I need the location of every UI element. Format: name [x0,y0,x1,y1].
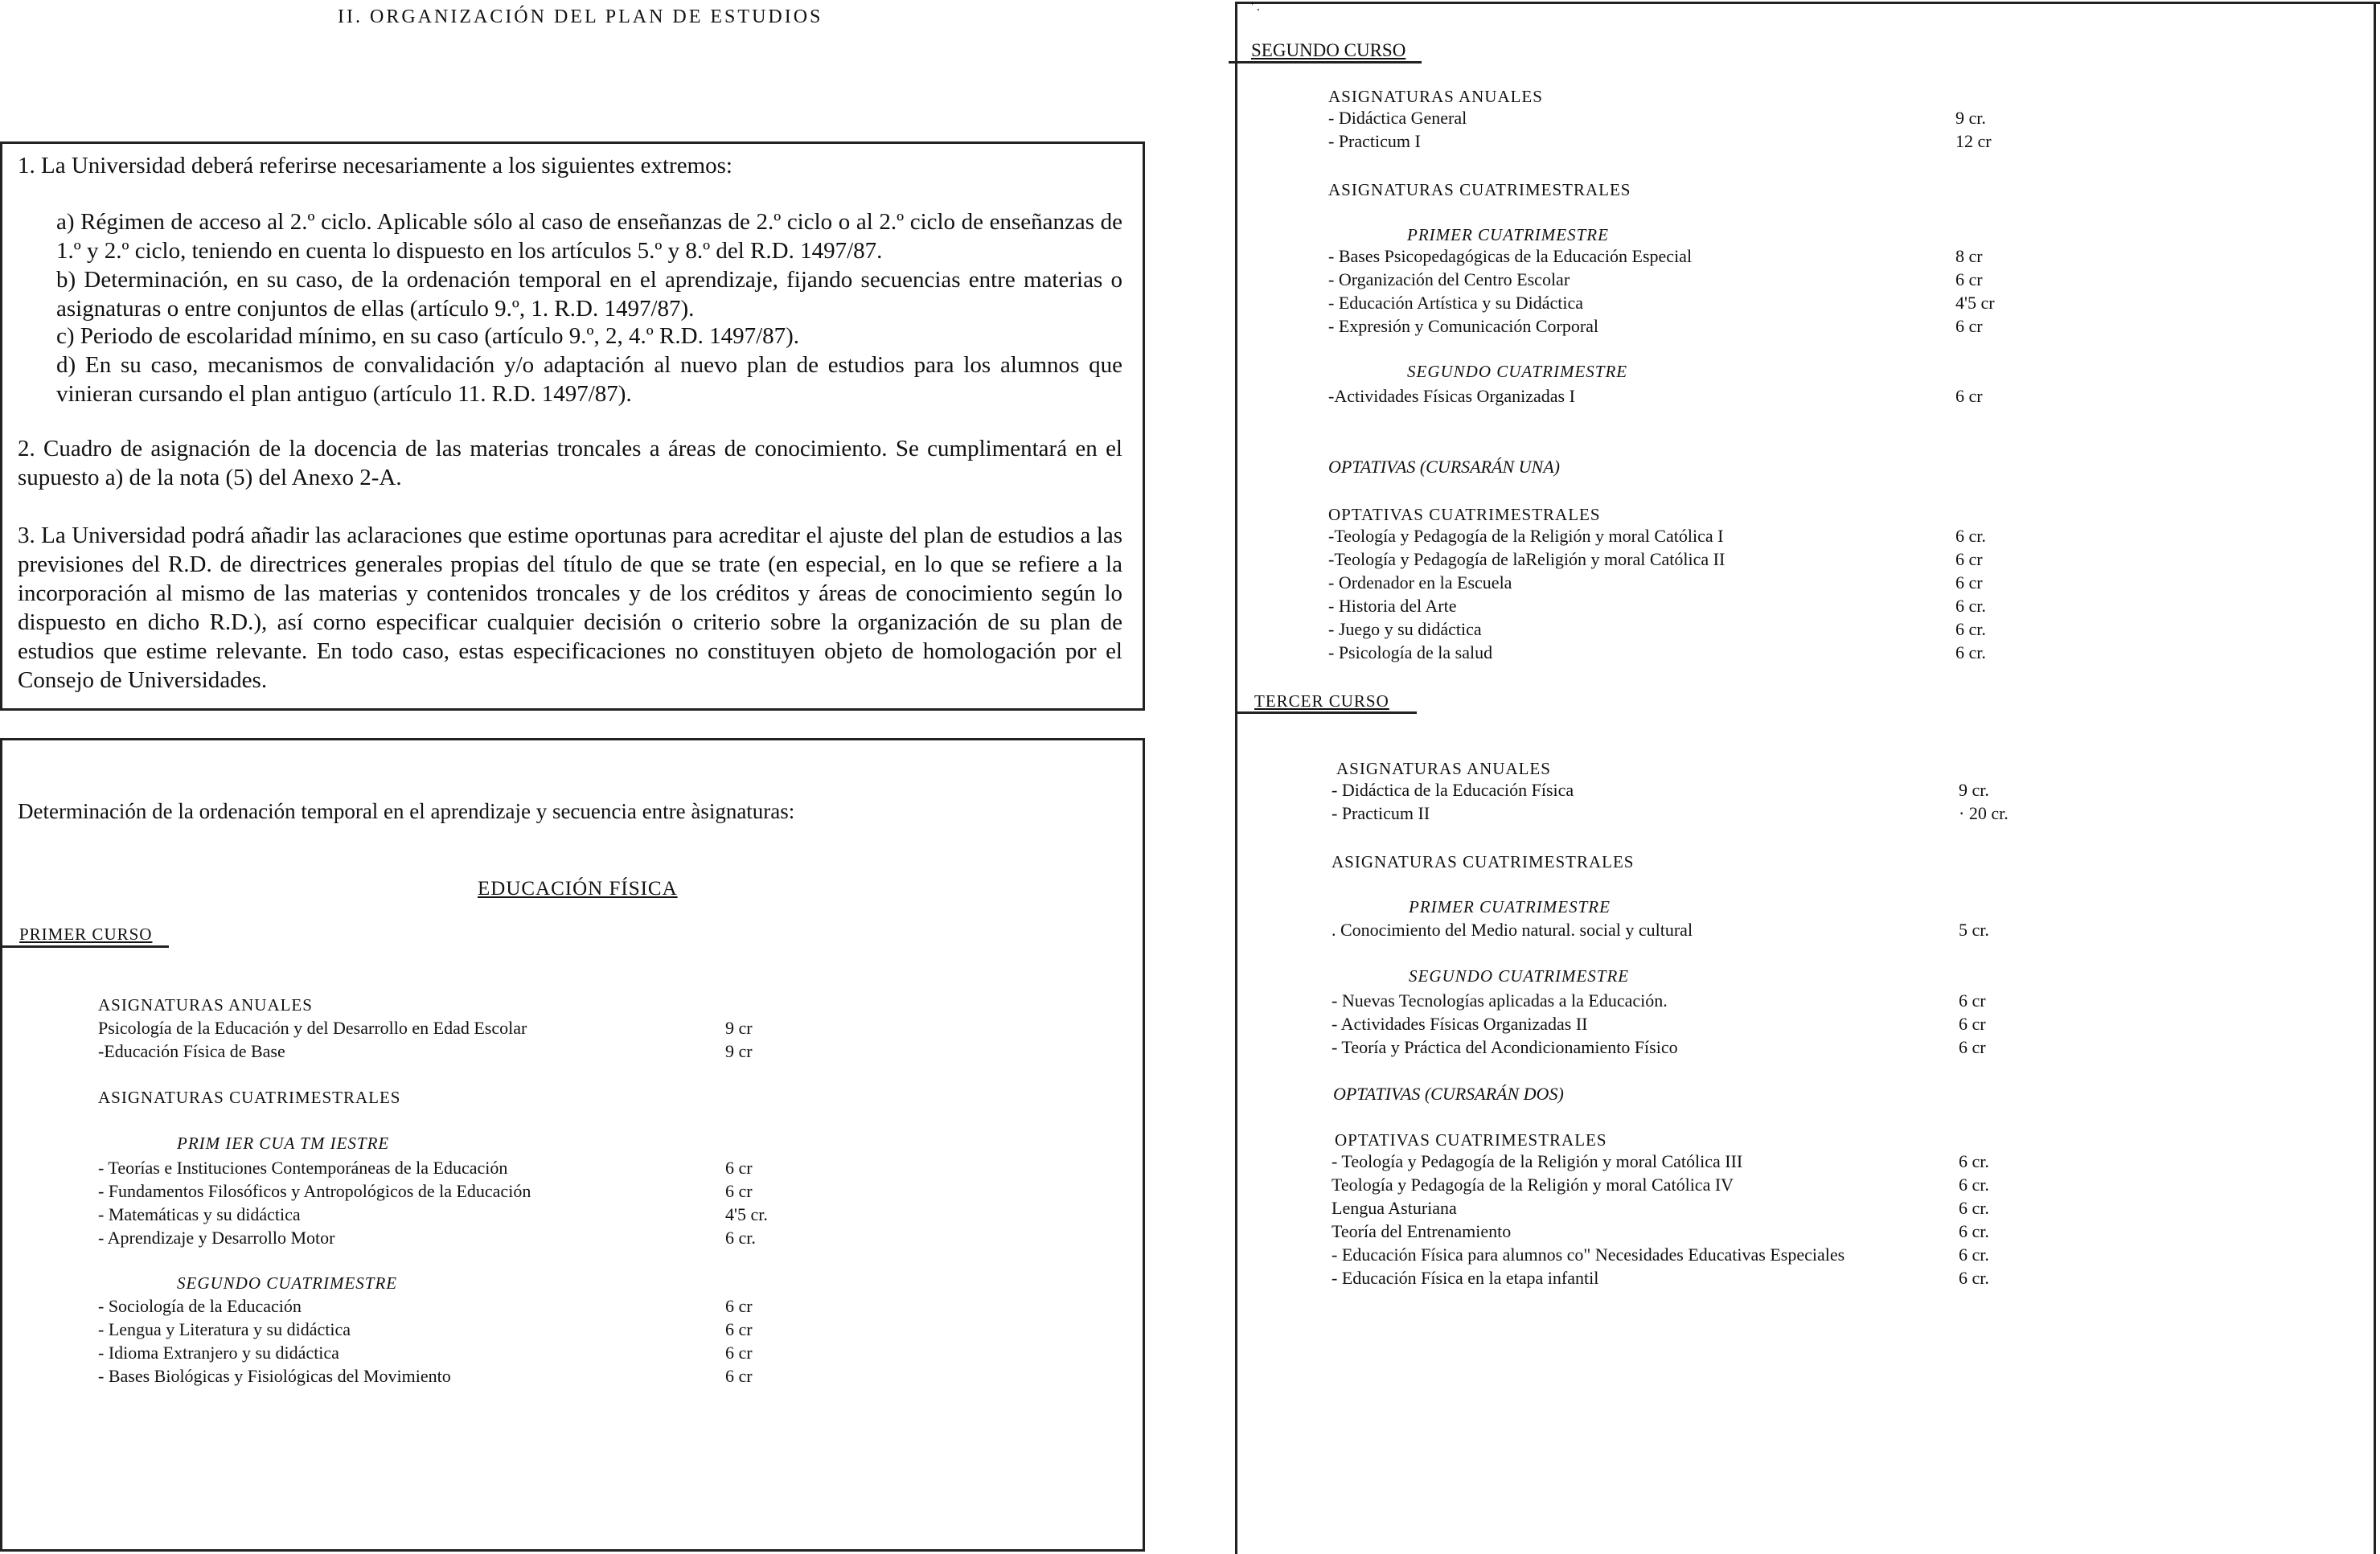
course-row [1332,920,2296,943]
course-row [1328,549,2293,572]
course-credits: 6 cr. [1959,1175,1989,1195]
course-row [1332,1014,2296,1037]
course-row [1328,386,2293,409]
course-credits: 6 cr [1959,1014,1986,1034]
tc-segundo-cuatri-label: SEGUNDO CUATRIMESTRE [1409,966,1630,986]
tc-optativas-title: OPTATIVAS (CURSARÁN DOS) [1333,1084,1564,1104]
course-row [1332,1175,2296,1198]
tc-primer-cuatri-label: PRIMER CUATRIMESTRE [1409,897,1611,916]
course-name: - Aprendizaje y Desarrollo Motor [98,1228,335,1248]
segundo-curso-label: SEGUNDO CURSO [1251,40,1406,60]
pc-segundo-cuatri-label: SEGUNDO CUATRIMESTRE [177,1273,398,1293]
primer-curso-title: PRIMER CURSO [19,925,153,944]
course-name: - Educación Física para alumnos co" Necesidades Educativas Especiales [1332,1244,1845,1265]
course-row [98,1181,1063,1204]
course-row [98,1319,1063,1343]
tc-cuatri-label: ASIGNATURAS CUATRIMESTRALES [1332,852,1635,871]
course-name: -Teología y Pedagogía de la Religión y moral Católica I [1328,526,1724,546]
course-name: - Expresión y Comunicación Corporal [1328,316,1599,336]
course-credits: 6 cr. [1955,596,1986,616]
course-name: - Bases Biológicas y Fisiológicas del Movimiento [98,1366,451,1386]
sc-cuatri-label: ASIGNATURAS CUATRIMESTRALES [1328,180,1631,199]
course-name: - Didáctica General [1328,108,1467,128]
note-1d: d) En su caso, mecanismos de convalidación y/o adaptación al nuevo plan de estudios para los alumnos que vinieran cursando el plan antiguo (artículo 11. R.D. 1497/87). [56,352,1122,407]
course-row [98,1041,1063,1064]
course-row [1328,269,2293,293]
course-credits: 6 cr [1955,316,1983,336]
course-credits: 9 cr. [1955,108,1986,128]
pc-cuatri-label: ASIGNATURAS CUATRIMESTRALES [98,1088,401,1107]
course-row [1328,619,2293,642]
course-name: - Matemáticas y su didáctica [98,1204,301,1224]
determinacion-text: Determinación de la ordenación temporal en el aprendizaje y secuencia entre àsignaturas: [18,799,795,823]
course-name: - Educación Artística y su Didáctica [1328,293,1584,313]
sc-optativas-label: OPTATIVAS CUATRIMESTRALES [1328,505,1601,524]
course-name: - Juego y su didáctica [1328,619,1482,639]
course-row [1332,1244,2296,1268]
right-left-border [1235,2,1237,1554]
course-credits: 12 cr [1955,131,1992,151]
course-credits: 6 cr [1959,990,1986,1011]
course-row [1332,1198,2296,1221]
course-credits: 6 cr. [1959,1268,1989,1288]
course-name: Teoría del Entrenamiento [1332,1221,1512,1241]
course-row [98,1158,1063,1181]
note-1a: a) Régimen de acceso al 2.º ciclo. Aplicable sólo al caso de enseñanzas de 2.º ciclo o al 2.º ciclo de enseñanzas de 1.º y 2.º ciclo, teniendo en cuenta lo dispuesto en los artículos 5.º y 8.º del R.D. 1497/87. [56,209,1122,264]
course-name: - Fundamentos Filosóficos y Antropológicos de la Educación [98,1181,531,1201]
course-row [1328,108,2293,131]
course-row [1332,780,2296,803]
course-row [1332,803,2296,826]
course-name: - Didáctica de la Educación Física [1332,780,1574,800]
course-credits: 6 cr. [1955,642,1986,662]
right-top-rule [1235,2,2380,4]
course-name: - Nuevas Tecnologías aplicadas a la Educación. [1332,990,1668,1011]
course-credits: 6 cr [725,1366,753,1386]
course-name: Teología y Pedagogía de la Religión y moral Católica IV [1332,1175,1734,1195]
course-credits: 9 cr [725,1018,753,1038]
course-row [1328,293,2293,316]
course-credits: 6 cr [1955,549,1983,569]
segundo-curso-rule [1229,61,1422,64]
course-row [1328,526,2293,549]
course-name: - Bases Psicopedagógicas de la Educación Especial [1328,246,1693,266]
note-1c: c) Periodo de escolaridad mínimo, en su caso (artículo 9.º, 2, 4.º R.D. 1497/87). [56,323,800,349]
segundo-curso-title [1251,40,1405,61]
pc-primer-cuatri-label: PRIM IER CUA TM IESTRE [177,1134,390,1153]
course-row [98,1366,1063,1389]
corner-mark: ' . [1251,0,1260,14]
course-name: - Sociología de la Educación [98,1296,302,1316]
note-2: 2. Cuadro de asignación de la docencia de las materias troncales a áreas de conocimiento. Se cumplimentará en el supuesto a) de la nota (5) del Anexo 2-A. [18,436,1122,490]
course-credits: 9 cr. [1959,780,1989,800]
tc-anuales-label: ASIGNATURAS ANUALES [1336,759,1551,778]
course-name: - Idioma Extranjero y su didáctica [98,1343,339,1363]
course-name: - Organización del Centro Escolar [1328,269,1570,289]
note-1: 1. La Universidad deberá referirse necesariamente a los siguientes extremos: [18,153,732,178]
course-name: - Historia del Arte [1328,596,1457,616]
course-row [1332,1268,2296,1291]
course-name: - Teoría y Práctica del Acondicionamiento Físico [1332,1037,1678,1057]
course-credits: · 20 cr. [1959,803,2009,823]
course-name: . Conocimiento del Medio natural. social y cultural [1332,920,1693,940]
tercer-curso-title: TERCER CURSO [1254,691,1389,711]
course-row [1328,131,2293,154]
course-row [1332,1037,2296,1060]
course-name: - Ordenador en la Escuela [1328,572,1512,592]
note-3: 3. La Universidad podrá añadir las aclaraciones que estime oportunas para acreditar el ajuste del plan de estudios a las previsiones del R.D. de directrices generales propias del título de que se trate (en especial, en lo que se refiere a la incorporación al mismo de las materias y contenidos troncales y de los créditos y áreas de conocimiento según lo dispuesto en dicho R.D.), así corno especificar cualquier decisión o criterio sobre la organización de su plan de estudios que estime relevante. En todo caso, estas especificaciones no constituyen objeto de homologación por el Consejo de Universidades. [18,523,1122,693]
course-row [1332,1151,2296,1175]
course-credits: 6 cr [725,1296,753,1316]
primer-curso-rule [0,945,169,948]
course-credits: 6 cr [725,1343,753,1363]
course-name: Psicología de la Educación y del Desarrollo en Edad Escolar [98,1018,527,1038]
pc-anuales-label: ASIGNATURAS ANUALES [98,995,313,1015]
sc-segundo-cuatri-label: SEGUNDO CUATRIMESTRE [1407,362,1628,381]
right-right-border [2374,2,2376,1554]
sc-optativas-title: OPTATIVAS (CURSARÁN UNA) [1328,457,1560,477]
course-name: - Practicum I [1328,131,1421,151]
course-credits: 6 cr [1955,386,1983,406]
course-name: -Actividades Físicas Organizadas I [1328,386,1575,406]
course-row [1328,316,2293,339]
course-credits: 6 cr. [1959,1244,1989,1265]
tc-optativas-label: OPTATIVAS CUATRIMESTRALES [1335,1130,1607,1150]
course-credits: 6 cr. [1955,526,1986,546]
course-credits: 6 cr. [1959,1221,1989,1241]
course-name: - Psicología de la salud [1328,642,1493,662]
content-box [0,738,1145,1552]
course-credits: 6 cr [725,1319,753,1339]
course-credits: 6 cr [1959,1037,1986,1057]
course-name: - Educación Física en la etapa infantil [1332,1268,1599,1288]
course-row [98,1204,1063,1228]
course-credits: 5 cr. [1959,920,1989,940]
course-credits: 9 cr [725,1041,753,1061]
course-credits: 6 cr. [1959,1151,1989,1171]
course-credits: 6 cr [1955,269,1983,289]
course-row [1328,572,2293,596]
page-header: II. ORGANIZACIÓN DEL PLAN DE ESTUDIOS [338,6,823,27]
course-credits: 6 cr [725,1158,753,1178]
course-credits: 8 cr [1955,246,1983,266]
course-credits: 6 cr. [725,1228,756,1248]
course-row [98,1018,1063,1041]
note-1b: b) Determinación, en su caso, de la ordenación temporal en el aprendizaje, fijando secuencias entre materias o asignaturas o entre conjuntos de ellas (artículo 9.º, 1. R.D. 1497/87). [56,267,1122,322]
course-row [1332,990,2296,1014]
program-title: EDUCACIÓN FÍSICA [478,878,678,900]
course-credits: 6 cr. [1959,1198,1989,1218]
course-credits: 6 cr. [1955,619,1986,639]
course-credits: 6 cr [725,1181,753,1201]
sc-anuales-label: ASIGNATURAS ANUALES [1328,87,1543,106]
course-row [1332,1221,2296,1244]
course-row [98,1228,1063,1251]
course-row [1328,596,2293,619]
course-name: - Practicum II [1332,803,1430,823]
course-name: - Lengua y Literatura y su didáctica [98,1319,351,1339]
course-row [98,1343,1063,1366]
course-row [1328,246,2293,269]
course-name: -Teología y Pedagogía de laReligión y moral Católica II [1328,549,1726,569]
course-name: - Teorías e Instituciones Contemporáneas de la Educación [98,1158,508,1178]
course-name: -Educación Física de Base [98,1041,285,1061]
course-credits: 6 cr [1955,572,1983,592]
course-row [1328,642,2293,666]
course-row [98,1296,1063,1319]
course-name: - Actividades Físicas Organizadas II [1332,1014,1588,1034]
course-credits: 4'5 cr [1955,293,1995,313]
course-name: - Teología y Pedagogía de la Religión y moral Católica III [1332,1151,1743,1171]
sc-primer-cuatri-label: PRIMER CUATRIMESTRE [1407,225,1609,244]
course-credits: 4'5 cr. [725,1204,768,1224]
tercer-curso-rule [1235,711,1417,714]
course-name: Lengua Asturiana [1332,1198,1457,1218]
